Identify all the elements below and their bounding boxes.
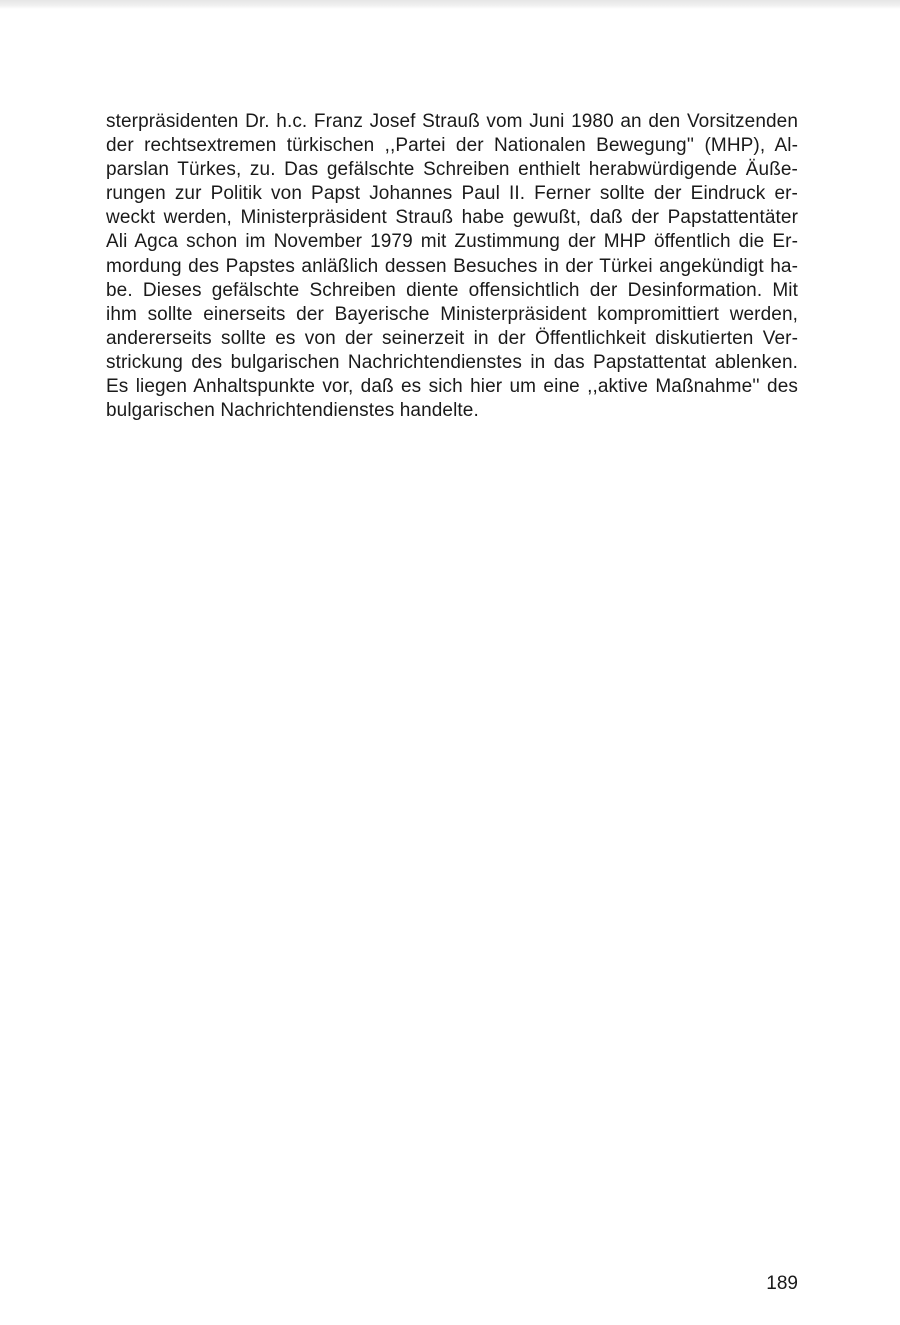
text-line: andererseits sollte es von der seinerzeit in der Öffentlichkeit diskutierten Ver- <box>106 327 798 349</box>
text-line: be. Dieses gefälschte Schreiben diente offensichtlich der Desinformation. Mit <box>106 279 798 301</box>
text-line: Es liegen Anhaltspunkte vor, daß es sich hier um eine ,,aktive Maßnahme'' des <box>106 376 798 398</box>
scan-top-edge <box>0 0 900 9</box>
text-line: weckt werden, Ministerpräsident Strauß habe gewußt, daß der Papstattentäter <box>106 207 798 229</box>
text-line: der rechtsextremen türkischen ,,Partei der Nationalen Bewegung'' (MHP), Al- <box>106 135 798 157</box>
body-paragraph <box>106 110 798 423</box>
text-line: mordung des Papstes anläßlich dessen Besuches in der Türkei angekündigt ha- <box>106 255 798 277</box>
page-number: 189 <box>766 1273 798 1294</box>
text-line: rungen zur Politik von Papst Johannes Paul II. Ferner sollte der Eindruck er- <box>106 183 798 205</box>
text-line: ihm sollte einerseits der Bayerische Ministerpräsident kompromittiert werden, <box>106 303 798 325</box>
text-line: sterpräsidenten Dr. h.c. Franz Josef Strauß vom Juni 1980 an den Vorsitzenden <box>106 111 798 132</box>
text-line: strickung des bulgarischen Nachrichtendienstes in das Papstattentat ablenken. <box>106 351 798 373</box>
text-line: bulgarischen Nachrichtendienstes handelte. <box>106 400 479 422</box>
text-line: Ali Agca schon im November 1979 mit Zustimmung der MHP öffentlich die Er- <box>106 231 798 253</box>
text-line: parslan Türkes, zu. Das gefälschte Schreiben enthielt herabwürdigende Äuße- <box>106 159 798 181</box>
